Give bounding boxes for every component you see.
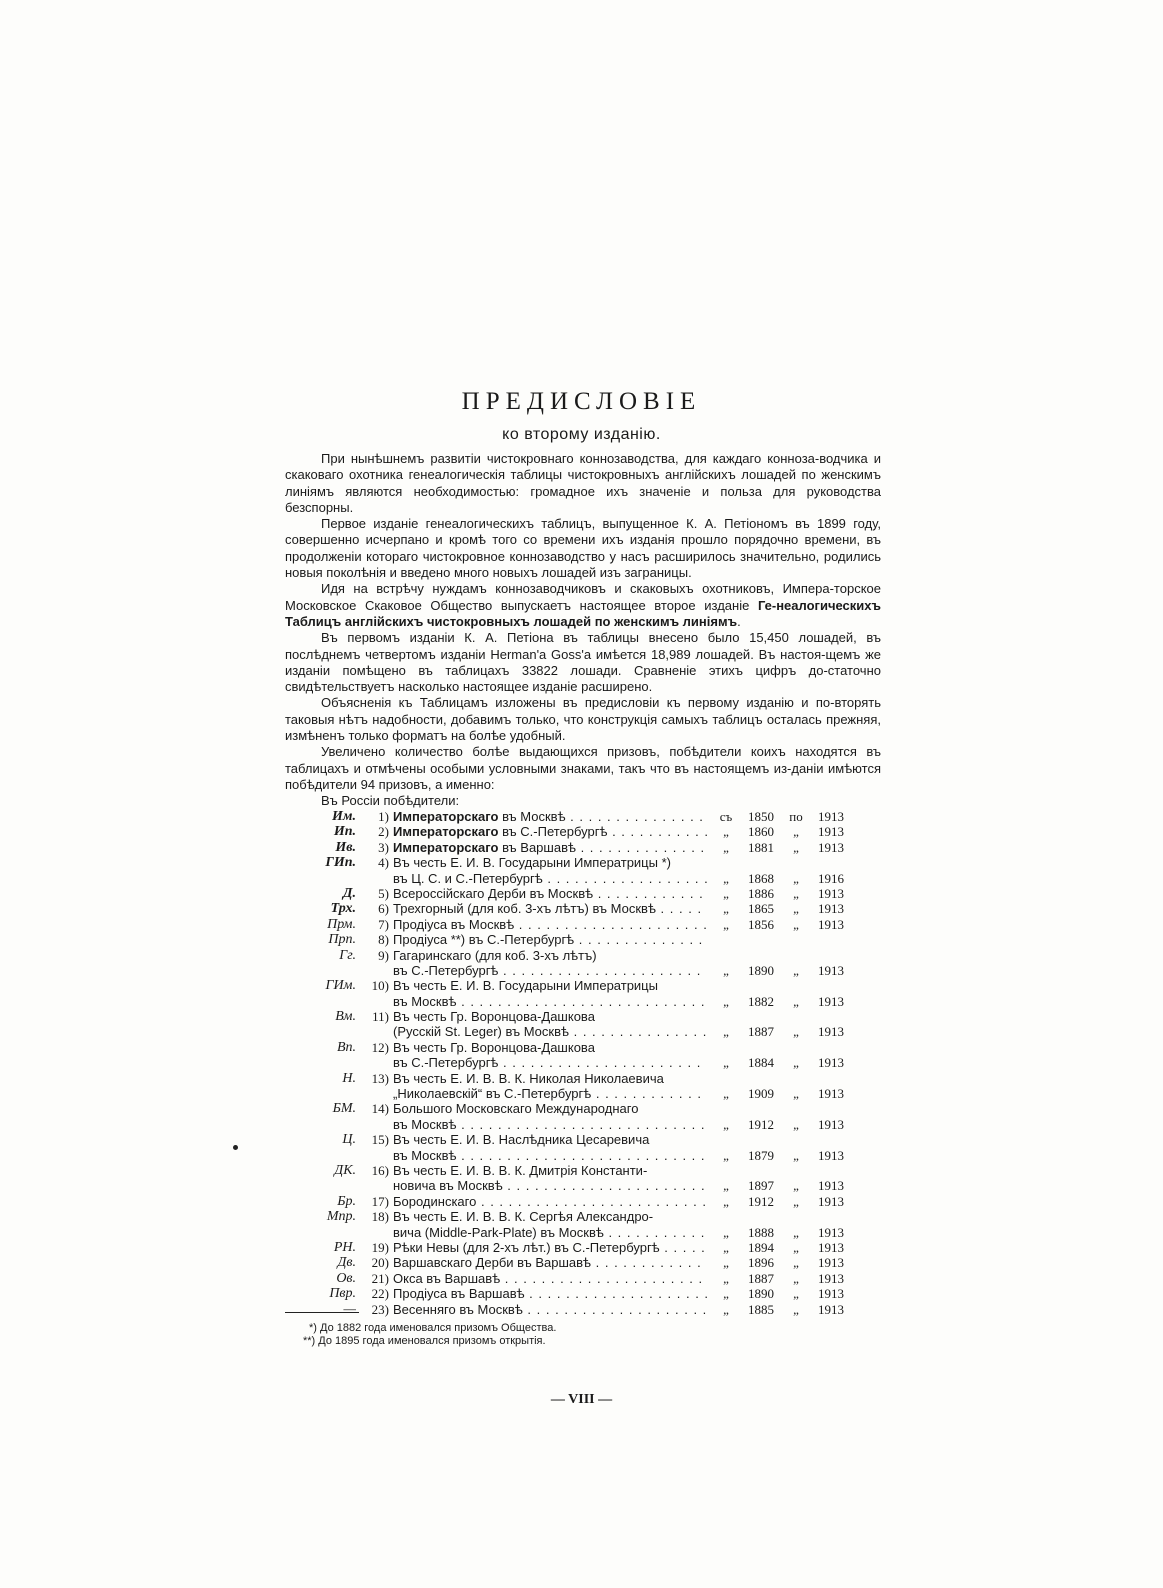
prize-abbreviation: ДК. (334, 1162, 356, 1178)
prize-number: 12) (371, 1039, 389, 1055)
prize-name-text: Бородинскаго (393, 1193, 477, 1209)
year-connector: „ (793, 1270, 799, 1286)
prize-name (393, 1132, 707, 1147)
stray-mark (233, 1145, 238, 1150)
prize-name (393, 1163, 707, 1178)
prize-name-text: Въ честь Е. И. В. В. К. Николая Николаевича (393, 1070, 664, 1086)
prize-abbreviation: Вп. (336, 1039, 356, 1055)
prize-row (285, 855, 865, 870)
prize-number: 3) (378, 839, 389, 855)
prize-row (285, 1101, 865, 1116)
prize-number: 7) (378, 916, 389, 932)
prize-name-text: Въ честь Гр. Воронцова-Дашкова (393, 1009, 595, 1025)
year-prefix: „ (723, 1086, 729, 1102)
year-from: 1885 (748, 1301, 774, 1317)
prize-abbreviation: Ов. (336, 1270, 356, 1286)
year-from: 1860 (748, 824, 774, 840)
prize-name-text: Въ честь Е. И. В. Государыни Императрицы (393, 978, 658, 994)
prize-row (285, 1040, 865, 1055)
prize-name-text: Весенняго въ Москвѣ (393, 1301, 523, 1317)
year-to: 1913 (818, 824, 844, 840)
prize-name-text: Въ честь Е. И. В. В. К. Сергѣя Александро- (393, 1209, 654, 1225)
year-connector: „ (793, 1147, 799, 1163)
prize-row (285, 809, 865, 824)
page-title: ПРЕДИСЛОВІЕ (461, 388, 702, 415)
year-prefix: „ (723, 962, 729, 978)
year-connector: по (789, 809, 803, 824)
prize-list (285, 809, 865, 1317)
year-to: 1913 (818, 1116, 844, 1132)
prize-number: 15) (371, 1132, 389, 1148)
prize-abbreviation: Прп. (328, 932, 356, 948)
year-to: 1913 (818, 962, 844, 978)
paragraph: Въ первомъ изданіи К. А. Петіона въ таблицы внесено было 15,450 лошадей, въ послѣднемъ четвертомъ изданіи Herman'a Goss'a имѣется 18,989 лошадей. Въ настоя-щемъ же изданіи помѣщено въ таблицахъ 33822 лошади. Сравненіе этихъ цифръ до-статочно свидѣтельствуетъ насколько настоящее изданіе расширено. (285, 630, 881, 695)
prize-number: 10) (371, 978, 389, 994)
prize-row-continued (285, 963, 865, 978)
prize-row (285, 1240, 865, 1255)
prize-abbreviation: Ив. (335, 839, 356, 855)
year-connector: „ (793, 901, 799, 917)
year-from: 1894 (748, 1239, 774, 1255)
prize-row (285, 886, 865, 901)
prize-number: 1) (378, 809, 389, 824)
prize-name-text: въ С.-Петербургѣ (498, 824, 608, 840)
prize-row (285, 1009, 865, 1024)
year-prefix: „ (723, 916, 729, 932)
prize-row (285, 840, 865, 855)
year-to: 1913 (818, 1286, 844, 1302)
footnotes (285, 1322, 845, 1348)
prize-row-continued (285, 1055, 865, 1070)
year-from: 1850 (748, 809, 774, 824)
year-connector: „ (793, 839, 799, 855)
year-prefix: „ (723, 1147, 729, 1163)
year-from: 1897 (748, 1178, 774, 1194)
prize-name-text: Большого Московскаго Международнаго (393, 1101, 639, 1117)
year-connector: „ (793, 1086, 799, 1102)
prize-name-text: Въ честь Е. И. В. Наслѣдника Цесаревича (393, 1132, 650, 1148)
year-prefix: „ (723, 1286, 729, 1302)
year-prefix: „ (723, 1116, 729, 1132)
year-to: 1913 (818, 839, 844, 855)
prize-abbreviation: БМ. (332, 1101, 356, 1117)
prize-row (285, 824, 865, 839)
year-connector: „ (793, 824, 799, 840)
year-connector: „ (793, 1193, 799, 1209)
prize-number: 2) (378, 824, 389, 840)
year-to: 1913 (818, 916, 844, 932)
prize-number: 19) (371, 1239, 389, 1255)
prize-name-bold: Императорскаго (393, 809, 499, 824)
prize-name-text: Гагаринскаго (для коб. 3-хъ лѣтъ) (393, 947, 597, 963)
prize-name (393, 1240, 707, 1255)
prize-name-continued: въ С.-Петербургѣ . . . (393, 1055, 707, 1070)
prize-abbreviation: — (343, 1301, 356, 1317)
year-to: 1913 (818, 1086, 844, 1102)
year-to: 1913 (818, 1178, 844, 1194)
prize-abbreviation: ГИп. (325, 855, 356, 871)
prize-abbreviation: Дв. (337, 1255, 356, 1271)
prize-name-text: Продіуса въ Варшавѣ (393, 1286, 525, 1302)
year-from: 1887 (748, 1024, 774, 1040)
prize-row (285, 901, 865, 916)
year-to: 1913 (818, 1055, 844, 1071)
prize-abbreviation: Прм. (327, 916, 356, 932)
book-title: Ге-неалогическихъ Таблицъ англійскихъ чистокровныхъ лошадей по женскимъ линіямъ (285, 597, 881, 629)
prize-row-continued (285, 1225, 865, 1240)
prize-row (285, 1255, 865, 1270)
footnote: *) До 1882 года именовался призомъ Общества. (309, 1322, 557, 1334)
prize-row-continued (285, 1117, 865, 1132)
year-prefix: „ (723, 885, 729, 901)
year-prefix: „ (723, 1270, 729, 1286)
year-prefix: „ (723, 1193, 729, 1209)
year-from: 1887 (748, 1270, 774, 1286)
year-to: 1913 (818, 1147, 844, 1163)
year-prefix: „ (723, 870, 729, 886)
prize-row-continued (285, 871, 865, 886)
prize-name (393, 1286, 707, 1301)
prize-name (393, 901, 707, 916)
prize-name (393, 1040, 707, 1055)
prize-number: 13) (371, 1070, 389, 1086)
prize-abbreviation: ГИм. (325, 978, 356, 994)
prize-number: 22) (371, 1286, 389, 1302)
prize-name-continued: въ С.-Петербургѣ . . . (393, 963, 707, 978)
year-prefix: „ (723, 1239, 729, 1255)
prize-row (285, 978, 865, 993)
prize-number: 8) (378, 932, 389, 948)
year-prefix: „ (723, 901, 729, 917)
paragraph-text: . (737, 613, 741, 629)
prize-abbreviation: Ц. (342, 1132, 356, 1148)
prize-number: 16) (371, 1162, 389, 1178)
year-from: 1882 (748, 993, 774, 1009)
prize-name-text: Рѣки Невы (для 2-хъ лѣт.) въ С.-Петербургѣ (393, 1239, 660, 1255)
prize-abbreviation: РН. (333, 1239, 356, 1255)
prize-row (285, 948, 865, 963)
prize-abbreviation: Пвр. (329, 1286, 356, 1302)
year-prefix: „ (723, 1301, 729, 1317)
paragraph: Увеличено количество болѣе выдающихся призовъ, побѣдители коихъ находятся въ таблицахъ и отмѣчены особыми условными знаками, такъ что въ настоящемъ из-даніи имѣются побѣдители 94 призовъ, а именно: (285, 744, 881, 792)
page-subtitle: ко второму изданію. (502, 426, 661, 443)
year-connector: „ (793, 962, 799, 978)
prize-number: 14) (371, 1101, 389, 1117)
year-from: 1912 (748, 1193, 774, 1209)
prize-number: 17) (371, 1193, 389, 1209)
year-prefix: „ (723, 1224, 729, 1240)
year-connector: „ (793, 885, 799, 901)
prize-abbreviation: Трх. (330, 901, 356, 917)
prize-row-continued (285, 1024, 865, 1039)
year-from: 1881 (748, 839, 774, 855)
year-connector: „ (793, 1055, 799, 1071)
prize-abbreviation: Мпр. (326, 1209, 356, 1225)
prize-number: 5) (378, 885, 389, 901)
year-from: 1890 (748, 1286, 774, 1302)
prize-row (285, 1163, 865, 1178)
year-connector: „ (793, 1255, 799, 1271)
year-to: 1913 (818, 993, 844, 1009)
prize-abbreviation: Н. (342, 1070, 356, 1086)
prize-row-continued (285, 994, 865, 1009)
prize-row (285, 917, 865, 932)
prize-row (285, 1286, 865, 1301)
prize-name-text: Продіуса **) въ С.-Петербургѣ (393, 932, 575, 948)
prize-row-continued (285, 1178, 865, 1193)
prize-name-continued: въ Ц. С. и С.-Петербургѣ . . . (393, 871, 707, 886)
prize-name-continued: новича въ Москвѣ . . . (393, 1178, 707, 1193)
prize-abbreviation: Бр. (337, 1193, 356, 1209)
year-connector: „ (793, 870, 799, 886)
prize-number: 20) (371, 1255, 389, 1271)
prize-abbreviation: Ип. (333, 824, 356, 840)
prize-name (393, 978, 707, 993)
year-from: 1912 (748, 1116, 774, 1132)
prize-number: 9) (378, 947, 389, 963)
prize-name-text: Продіуса въ Москвѣ (393, 916, 515, 932)
prize-row (285, 1071, 865, 1086)
paragraph: Объясненія къ Таблицамъ изложены въ предисловіи къ первому изданію и по-вторять таковыя нѣтъ надобности, добавимъ только, что конструкція самыхъ таблицъ осталась прежняя, измѣненъ только форматъ на болѣе удобный. (285, 695, 881, 744)
year-from: 1886 (748, 885, 774, 901)
prize-name (393, 1271, 707, 1286)
prize-name (393, 886, 707, 901)
prize-number: 6) (378, 901, 389, 917)
year-to: 1916 (818, 870, 844, 886)
year-prefix: съ (719, 809, 733, 824)
year-prefix: „ (723, 993, 729, 1009)
year-from: 1884 (748, 1055, 774, 1071)
prize-name-text: Въ честь Е. И. В. В. К. Дмитрія Константи- (393, 1162, 648, 1178)
prize-name (393, 1009, 707, 1024)
prize-name (393, 932, 707, 947)
prize-name (393, 809, 707, 824)
year-connector: „ (793, 993, 799, 1009)
prize-name-continued: „Николаевскій“ въ С.-Петербургѣ . . . (393, 1086, 707, 1101)
prize-name-text: Въ честь Гр. Воронцова-Дашкова (393, 1039, 595, 1055)
prize-row (285, 1302, 865, 1317)
year-to: 1913 (818, 1270, 844, 1286)
prize-row (285, 1194, 865, 1209)
prize-name-continued: въ Москвѣ . . . (393, 994, 707, 1009)
year-from: 1868 (748, 870, 774, 886)
prize-name (393, 1101, 707, 1116)
prize-abbreviation: Д. (342, 885, 356, 901)
prize-name-continued: вича (Middle-Park-Plate) въ Москвѣ . . . (393, 1225, 707, 1240)
prize-name-text: Всероссійскаго Дерби въ Москвѣ (393, 885, 594, 901)
prize-abbreviation: Вм. (335, 1009, 356, 1025)
year-from: 1890 (748, 962, 774, 978)
prize-name (393, 1194, 707, 1209)
prize-name (393, 948, 707, 963)
prize-row-continued (285, 1148, 865, 1163)
year-prefix: „ (723, 824, 729, 840)
prize-name-continued: въ Москвѣ . . . (393, 1117, 707, 1132)
year-from: 1896 (748, 1255, 774, 1271)
paragraph-text: Идя на встрѣчу нуждамъ коннозаводчиковъ и скаковыхъ охотниковъ, Импера-торское Московское Скаковое Общество выпускаетъ настоящее второе изданіе (285, 581, 881, 613)
year-to: 1913 (818, 809, 844, 824)
year-from: 1909 (748, 1086, 774, 1102)
prize-name-bold: Императорскаго (393, 839, 499, 855)
footnote-rule (285, 1312, 359, 1313)
year-connector: „ (793, 1224, 799, 1240)
year-to: 1913 (818, 885, 844, 901)
paragraph (285, 581, 881, 630)
year-prefix: „ (723, 1024, 729, 1040)
year-from: 1865 (748, 901, 774, 917)
year-connector: „ (793, 1116, 799, 1132)
prize-number: 18) (371, 1209, 389, 1225)
prize-name-text: Трехгорный (для коб. 3-хъ лѣтъ) въ Москвѣ (393, 901, 656, 917)
prize-name (393, 1071, 707, 1086)
paragraph: Въ Россіи побѣдители: (321, 793, 460, 809)
year-connector: „ (793, 1301, 799, 1317)
prize-name-text: въ Москвѣ (498, 809, 566, 824)
prize-name-text: Въ честь Е. И. В. Государыни Императрицы *) (393, 855, 671, 871)
year-from: 1879 (748, 1147, 774, 1163)
footnote: **) До 1895 года именовался призомъ открытія. (303, 1335, 546, 1347)
prize-number: 21) (371, 1270, 389, 1286)
year-prefix: „ (723, 1255, 729, 1271)
year-to: 1913 (818, 901, 844, 917)
paragraph: При нынѣшнемъ развитіи чистокровнаго коннозаводства, для каждаго конноза-водчика и скаковаго охотника генеалогическія таблицы чистокровныхъ англійскихъ лошадей по женскимъ линіямъ являются необходимостью: громадное ихъ значеніе и польза для руководства безспорны. (285, 451, 881, 515)
prize-number: 4) (378, 855, 389, 871)
prize-name-text: въ Варшавѣ (498, 839, 576, 855)
year-prefix: „ (723, 1055, 729, 1071)
year-connector: „ (793, 1024, 799, 1040)
page-number: — VIII — (550, 1392, 613, 1407)
year-connector: „ (793, 1239, 799, 1255)
year-from: 1856 (748, 916, 774, 932)
year-prefix: „ (723, 1178, 729, 1194)
year-to: 1913 (818, 1193, 844, 1209)
prize-row (285, 1132, 865, 1147)
paragraph: Первое изданіе генеалогическихъ таблицъ, выпущенное К. А. Петіономъ въ 1899 году, совершенно исчерпано и кромѣ того со времени ихъ изданія прошло порядочно времени, въ продолженіи котораго чистокровное коннозаводство у насъ расширилось значительно, родились новыя поколѣнія и введено много новыхъ лошадей изъ заграницы. (285, 516, 881, 581)
year-to: 1913 (818, 1239, 844, 1255)
prize-name-continued: въ Москвѣ . . . (393, 1148, 707, 1163)
prize-row (285, 932, 865, 947)
year-prefix: „ (723, 839, 729, 855)
year-to: 1913 (818, 1024, 844, 1040)
prize-name (393, 1209, 707, 1224)
year-connector: „ (793, 916, 799, 932)
prize-name (393, 1302, 707, 1317)
prize-name-continued: (Русскій St. Leger) въ Москвѣ . . . (393, 1024, 707, 1039)
prize-row-continued (285, 1086, 865, 1101)
prize-name (393, 840, 707, 855)
prize-row (285, 1271, 865, 1286)
year-to: 1913 (818, 1301, 844, 1317)
prize-name-text: Варшавскаго Дерби въ Варшавѣ (393, 1255, 592, 1271)
year-connector: „ (793, 1178, 799, 1194)
year-to: 1913 (818, 1255, 844, 1271)
prize-name-text: Окса въ Варшавѣ (393, 1270, 501, 1286)
prize-row (285, 1209, 865, 1224)
prize-name (393, 917, 707, 932)
prize-name (393, 1255, 707, 1270)
prize-number: 23) (371, 1301, 389, 1317)
prize-abbreviation: Им. (332, 809, 356, 824)
prize-name (393, 824, 707, 839)
prize-name-bold: Императорскаго (393, 824, 499, 840)
year-to: 1913 (818, 1224, 844, 1240)
year-connector: „ (793, 1286, 799, 1302)
prize-abbreviation: Гг. (339, 947, 356, 963)
prize-number: 11) (372, 1009, 389, 1025)
preface-body (285, 451, 881, 810)
year-from: 1888 (748, 1224, 774, 1240)
prize-name (393, 855, 707, 870)
